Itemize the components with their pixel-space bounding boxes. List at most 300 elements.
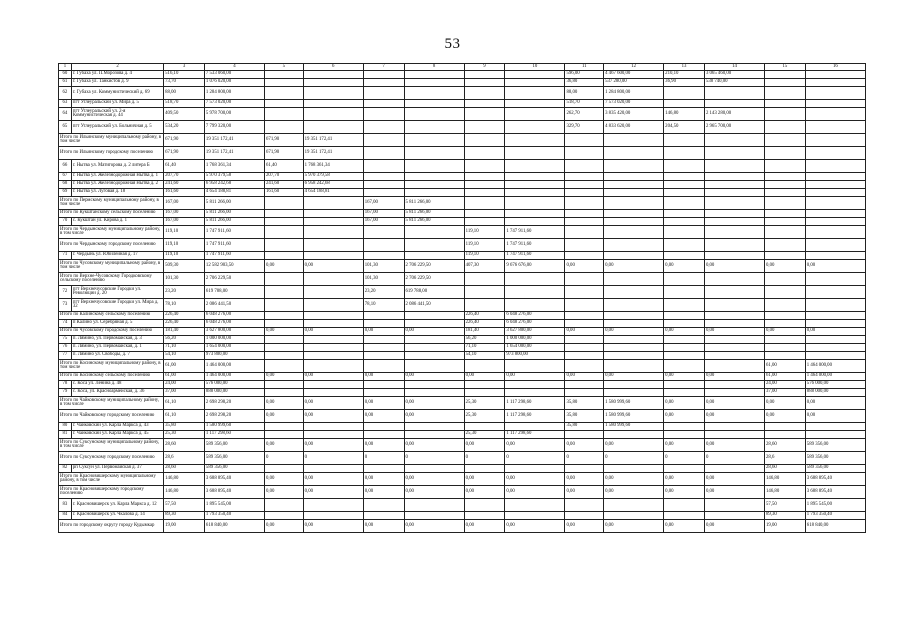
subtotal-label: Итого по Кукштанскому сельскому поселению [59, 210, 164, 218]
value-cell [765, 431, 806, 439]
value-cell: 0,00 [265, 397, 304, 410]
value-cell: 0,00 [604, 439, 664, 452]
column-number: 4 [204, 64, 264, 71]
value-cell: 3 688 895,40 [805, 473, 865, 486]
value-cell: 0,00 [664, 373, 705, 381]
value-cell [363, 160, 404, 173]
value-cell: 2 965 700,00 [704, 121, 764, 134]
value-cell [505, 147, 565, 160]
value-cell: 0,00 [664, 473, 705, 486]
value-cell: 0 [604, 452, 664, 465]
value-cell [604, 252, 664, 260]
table-row [59, 344, 866, 352]
value-cell: 78,10 [363, 299, 404, 312]
subtotal-label: Итого по Ильинскому муниципальному району, в том числе [59, 134, 164, 147]
value-cell: 73,70 [164, 79, 205, 87]
value-cell [765, 87, 806, 100]
value-cell: 5 811 266,00 [204, 197, 264, 210]
value-cell: 1 580 999,60 [604, 397, 664, 410]
value-cell: 7 573 020,00 [604, 100, 664, 108]
value-cell: 6 048 276,00 [204, 320, 264, 328]
value-cell: 3 835 420,00 [604, 108, 664, 121]
value-cell [505, 71, 565, 79]
address-cell: п. Лямино, ул. Первомайская, д. 3 [71, 336, 163, 344]
value-cell [404, 147, 464, 160]
value-cell [704, 189, 764, 197]
value-cell: 0,00 [704, 373, 764, 381]
value-cell: 0,00 [505, 520, 565, 533]
value-cell: 0,00 [704, 439, 764, 452]
value-cell [765, 121, 806, 134]
value-cell [765, 252, 806, 260]
value-cell: 0,00 [404, 410, 464, 423]
value-cell: 0,00 [664, 410, 705, 423]
value-cell [765, 181, 806, 189]
value-cell: 1 768 361,34 [303, 160, 363, 173]
value-cell [664, 360, 705, 373]
value-cell [363, 360, 404, 373]
value-cell: 0 [664, 452, 705, 465]
value-cell [565, 360, 604, 373]
value-cell: 28,60 [164, 439, 205, 452]
value-cell [664, 173, 705, 181]
value-cell: 1 654 000,00 [204, 344, 264, 352]
value-cell [664, 218, 705, 226]
row-number: 77 [59, 352, 72, 360]
value-cell [805, 108, 865, 121]
value-cell: 0,00 [765, 397, 806, 410]
column-number: 14 [704, 64, 764, 71]
value-cell [704, 381, 764, 389]
column-number: 3 [164, 64, 205, 71]
value-cell [303, 431, 363, 439]
value-cell: 101,30 [363, 273, 404, 286]
row-number: 79 [59, 389, 72, 397]
subtotal-row [59, 197, 866, 210]
value-cell: 204,50 [664, 121, 705, 134]
value-cell [464, 100, 505, 108]
value-cell [265, 499, 304, 512]
value-cell [565, 273, 604, 286]
value-cell [805, 423, 865, 431]
row-number: 68 [59, 181, 72, 189]
value-cell: 618 840,00 [204, 520, 264, 533]
address-cell: г. Нытва ул. Луговая д. 18 [71, 189, 163, 197]
value-cell [363, 431, 404, 439]
value-cell: 0,00 [604, 520, 664, 533]
value-cell: 167,00 [363, 210, 404, 218]
value-cell [303, 218, 363, 226]
value-cell [604, 147, 664, 160]
value-cell [265, 226, 304, 239]
value-cell [604, 465, 664, 473]
table-row [59, 121, 866, 134]
table-row [59, 79, 866, 87]
value-cell: 146,80 [664, 108, 705, 121]
value-cell [805, 121, 865, 134]
value-cell: 7 799 320,00 [204, 121, 264, 134]
value-cell [363, 239, 404, 252]
value-cell [765, 352, 806, 360]
value-cell: 6 048 276,00 [505, 320, 565, 328]
value-cell [303, 381, 363, 389]
value-cell [765, 100, 806, 108]
value-cell [303, 121, 363, 134]
value-cell: 0,00 [363, 373, 404, 381]
value-cell [363, 312, 404, 320]
value-cell [303, 423, 363, 431]
value-cell [404, 134, 464, 147]
row-number: 76 [59, 344, 72, 352]
row-number: 64 [59, 108, 72, 121]
value-cell: 0,00 [805, 260, 865, 273]
value-cell [464, 71, 505, 79]
value-cell: 0,00 [565, 520, 604, 533]
value-cell [363, 87, 404, 100]
value-cell: 407,30 [464, 260, 505, 273]
row-number: 65 [59, 121, 72, 134]
value-cell: 5 811 266,00 [204, 218, 264, 226]
value-cell [805, 87, 865, 100]
value-cell: 0,00 [265, 520, 304, 533]
value-cell: 0,00 [464, 373, 505, 381]
value-cell [363, 465, 404, 473]
value-cell: 0,00 [505, 473, 565, 486]
table-body [59, 64, 866, 533]
address-cell: г. Чердынь ул. Юбилейная д. 17 [71, 252, 163, 260]
value-cell: 19,00 [765, 520, 806, 533]
value-cell: 0,00 [604, 486, 664, 499]
row-number: 70 [59, 218, 72, 226]
value-cell: 2 698 298,20 [204, 410, 264, 423]
value-cell: 5 978 700,00 [204, 108, 264, 121]
value-cell [664, 226, 705, 239]
value-cell: 1 747 911,60 [505, 239, 565, 252]
value-cell: 1 580 999,60 [604, 423, 664, 431]
value-cell: 0,00 [265, 328, 304, 336]
value-cell: 4 654 188,81 [303, 189, 363, 197]
value-cell: 1 747 911,60 [204, 252, 264, 260]
value-cell [805, 312, 865, 320]
value-cell [805, 79, 865, 87]
value-cell [265, 512, 304, 520]
address-cell: с. Коса ул. Ленина д. 48 [71, 381, 163, 389]
value-cell [565, 160, 604, 173]
subtotal-row [59, 360, 866, 373]
value-cell: 0,00 [265, 486, 304, 499]
value-cell: 1 117 298,60 [505, 410, 565, 423]
value-cell [604, 512, 664, 520]
value-cell: 0,00 [363, 328, 404, 336]
value-cell: 329,70 [565, 121, 604, 134]
value-cell [765, 299, 806, 312]
value-cell: 1 076 020,00 [204, 79, 264, 87]
value-cell: 241,60 [164, 181, 205, 189]
value-cell [464, 465, 505, 473]
value-cell: 0,00 [303, 260, 363, 273]
value-cell: 54,10 [164, 352, 205, 360]
value-cell [363, 189, 404, 197]
value-cell: 0,00 [604, 260, 664, 273]
value-cell: 1 747 911,60 [505, 226, 565, 239]
value-cell [505, 79, 565, 87]
value-cell [765, 226, 806, 239]
subtotal-row [59, 439, 866, 452]
value-cell: 89,30 [164, 512, 205, 520]
value-cell [704, 512, 764, 520]
value-cell [565, 344, 604, 352]
value-cell [363, 336, 404, 344]
value-cell [363, 320, 404, 328]
value-cell: 0,00 [404, 397, 464, 410]
value-cell [303, 352, 363, 360]
value-cell [303, 344, 363, 352]
value-cell [704, 218, 764, 226]
value-cell: 57,50 [164, 499, 205, 512]
row-number: 74 [59, 320, 72, 328]
value-cell: 3 688 895,40 [805, 486, 865, 499]
column-number-row [59, 64, 866, 71]
value-cell [805, 352, 865, 360]
value-cell [505, 134, 565, 147]
value-cell [464, 273, 505, 286]
value-cell [604, 239, 664, 252]
column-number: 1 [59, 64, 72, 71]
value-cell [704, 431, 764, 439]
value-cell [303, 286, 363, 299]
value-cell: 3 627 800,00 [505, 328, 565, 336]
value-cell [464, 160, 505, 173]
value-cell [303, 273, 363, 286]
value-cell: 36,80 [565, 79, 604, 87]
value-cell: 1 580 999,60 [204, 423, 264, 431]
subtotal-label: Итого по Ильинскому городскому поселению [59, 147, 164, 160]
address-cell: с. Кукштан ул. Кирова д. 1 [71, 218, 163, 226]
address-cell: г. Чайковский ул. Карла Маркса д. 43 [71, 423, 163, 431]
value-cell: 1 793 350,40 [204, 512, 264, 520]
value-cell [505, 218, 565, 226]
value-cell [464, 87, 505, 100]
value-cell [704, 465, 764, 473]
value-cell [565, 389, 604, 397]
value-cell [505, 423, 565, 431]
value-cell [565, 173, 604, 181]
subtotal-label: Итого по Пермскому муниципальному району, в том числе [59, 197, 164, 210]
value-cell: 1 000 000,00 [505, 336, 565, 344]
subtotal-row [59, 226, 866, 239]
value-cell: 0,00 [303, 410, 363, 423]
value-cell [704, 336, 764, 344]
value-cell [664, 499, 705, 512]
value-cell: 589 356,00 [805, 452, 865, 465]
column-number: 11 [565, 64, 604, 71]
value-cell: 54,10 [464, 352, 505, 360]
value-cell [704, 210, 764, 218]
value-cell: 509,30 [164, 260, 205, 273]
value-cell: 119,10 [464, 239, 505, 252]
subtotal-row [59, 473, 866, 486]
value-cell: 0,00 [363, 520, 404, 533]
table-row [59, 336, 866, 344]
value-cell [765, 134, 806, 147]
value-cell [505, 299, 565, 312]
value-cell [664, 389, 705, 397]
value-cell: 0,00 [265, 439, 304, 452]
value-cell [404, 360, 464, 373]
value-cell [363, 423, 404, 431]
value-cell: 4 654 188,81 [204, 189, 264, 197]
value-cell [265, 344, 304, 352]
address-cell: г. Нытва ул. Матигорова д. 2 литера Б [71, 160, 163, 173]
value-cell [565, 181, 604, 189]
address-cell: п Калино ул. Серебряная д. 5 [71, 320, 163, 328]
value-cell: 226,40 [464, 320, 505, 328]
value-cell: 534,20 [164, 121, 205, 134]
value-cell [664, 312, 705, 320]
value-cell: 35,80 [565, 410, 604, 423]
value-cell: 56,20 [464, 336, 505, 344]
subtotal-label: Итого по Красновишерскому городскому поселению [59, 486, 164, 499]
value-cell: 1 747 911,60 [204, 239, 264, 252]
value-cell [303, 239, 363, 252]
value-cell: 0,00 [604, 373, 664, 381]
address-cell: пгт Верхнечусовские Городки ул. Мира д. 32 [71, 299, 163, 312]
value-cell: 28,60 [765, 439, 806, 452]
value-cell [363, 121, 404, 134]
value-cell [265, 352, 304, 360]
table-row [59, 173, 866, 181]
subtotal-label: Итого по Суксунскому муниципальному району, в том числе [59, 439, 164, 452]
value-cell: 2 143 280,00 [704, 108, 764, 121]
value-cell: 19 351 172,41 [303, 147, 363, 160]
value-cell: 35,80 [565, 423, 604, 431]
table-row [59, 181, 866, 189]
row-number: 81 [59, 431, 72, 439]
value-cell: 596,00 [565, 71, 604, 79]
value-cell [404, 121, 464, 134]
value-cell: 3 688 895,40 [204, 473, 264, 486]
value-cell [303, 210, 363, 218]
value-cell: 888 000,00 [805, 389, 865, 397]
value-cell: 0,00 [404, 373, 464, 381]
value-cell: 0,00 [704, 397, 764, 410]
value-cell: 1 117 298,60 [204, 431, 264, 439]
value-cell: 36,90 [664, 79, 705, 87]
value-cell: 61,00 [765, 373, 806, 381]
value-cell: 101,30 [363, 260, 404, 273]
value-cell [805, 239, 865, 252]
value-cell: 2 706 229,50 [204, 273, 264, 286]
value-cell [464, 189, 505, 197]
address-cell: пгт Углеуральский ул. Больничная д. 5 [71, 121, 163, 134]
value-cell [505, 286, 565, 299]
row-number: 78 [59, 381, 72, 389]
value-cell: 0 [404, 452, 464, 465]
value-cell [303, 100, 363, 108]
table-row [59, 252, 866, 260]
value-cell [765, 239, 806, 252]
value-cell [565, 512, 604, 520]
value-cell: 25,30 [164, 431, 205, 439]
column-number: 12 [604, 64, 664, 71]
value-cell [363, 512, 404, 520]
value-cell: 973 800,00 [505, 352, 565, 360]
value-cell [604, 181, 664, 189]
value-cell [464, 299, 505, 312]
value-cell: 0,00 [265, 410, 304, 423]
value-cell [505, 512, 565, 520]
value-cell [704, 252, 764, 260]
value-cell: 0,00 [565, 439, 604, 452]
value-cell [805, 181, 865, 189]
value-cell [363, 226, 404, 239]
value-cell [265, 273, 304, 286]
value-cell [265, 299, 304, 312]
value-cell [303, 320, 363, 328]
value-cell: 56,20 [164, 336, 205, 344]
value-cell: 1 464 000,00 [805, 360, 865, 373]
value-cell [765, 210, 806, 218]
subtotal-label: Итого по Чердынскому муниципальному району, в том числе [59, 226, 164, 239]
value-cell: 0,00 [404, 520, 464, 533]
value-cell: 0,00 [363, 397, 404, 410]
row-number: 69 [59, 189, 72, 197]
value-cell: 181,40 [164, 328, 205, 336]
row-number: 83 [59, 499, 72, 512]
value-cell [704, 312, 764, 320]
value-cell [704, 160, 764, 173]
table-row [59, 189, 866, 197]
row-number: 80 [59, 423, 72, 431]
value-cell [805, 147, 865, 160]
subtotal-label: Итого по Чайковскому городскому поселению [59, 410, 164, 423]
subtotal-label: Итого по Суксунскому городскому поселению [59, 452, 164, 465]
value-cell [805, 210, 865, 218]
value-cell: 19 351 172,41 [204, 134, 264, 147]
value-cell [664, 344, 705, 352]
value-cell [404, 320, 464, 328]
value-cell: 167,00 [164, 210, 205, 218]
value-cell: 0 [565, 452, 604, 465]
value-cell [704, 226, 764, 239]
value-cell: 0,00 [265, 260, 304, 273]
value-cell: 888 000,00 [204, 389, 264, 397]
value-cell [363, 134, 404, 147]
value-cell: 0,00 [505, 439, 565, 452]
value-cell: 619 788,00 [404, 286, 464, 299]
value-cell [704, 173, 764, 181]
value-cell: 226,40 [164, 312, 205, 320]
value-cell [464, 381, 505, 389]
value-cell [464, 79, 505, 87]
table-row [59, 100, 866, 108]
value-cell [464, 197, 505, 210]
value-cell: 207,70 [265, 173, 304, 181]
value-cell: 5 811 266,00 [404, 218, 464, 226]
value-cell: 1 284 800,00 [604, 87, 664, 100]
value-cell [765, 336, 806, 344]
value-cell: 35,80 [565, 397, 604, 410]
value-cell [404, 189, 464, 197]
value-cell: 973 800,00 [204, 352, 264, 360]
value-cell [505, 360, 565, 373]
value-cell [265, 389, 304, 397]
value-cell: 61,00 [164, 360, 205, 373]
value-cell: 4 467 600,00 [604, 71, 664, 79]
value-cell [505, 197, 565, 210]
value-cell [265, 71, 304, 79]
value-cell: 61,10 [164, 397, 205, 410]
